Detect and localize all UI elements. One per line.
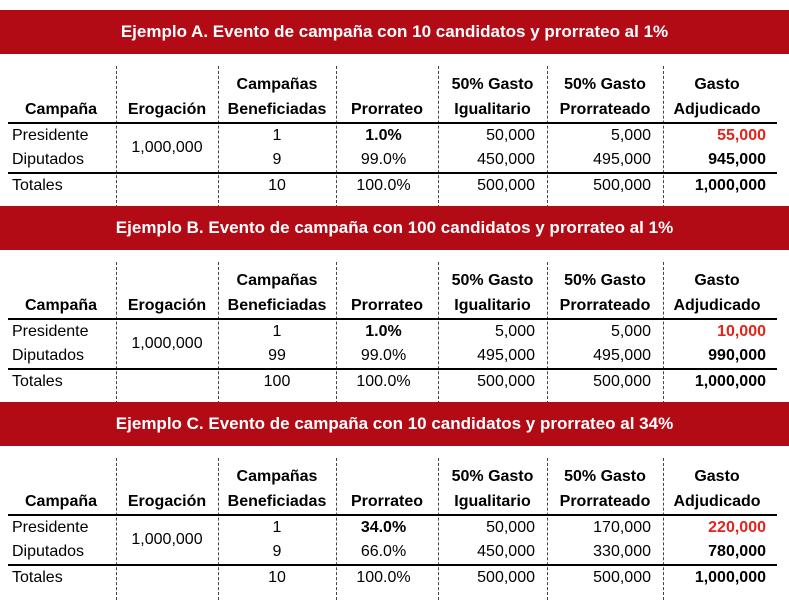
row-prorrateo: 99.0% xyxy=(360,151,407,168)
totals-adjudicado: 1,000,000 xyxy=(694,373,766,390)
row-prorrateo: 1.0% xyxy=(365,323,402,340)
header-prorrateado-2: Prorrateado xyxy=(559,101,651,118)
row-prorrateo: 34.0% xyxy=(360,519,407,536)
example-table xyxy=(0,262,789,404)
header-prorrateado-2: Prorrateado xyxy=(559,493,651,510)
row-prorrateo: 1.0% xyxy=(365,127,402,144)
header-campanas-2: Beneficiadas xyxy=(227,493,327,510)
row-beneficiadas: 9 xyxy=(272,543,282,560)
totals-rule xyxy=(8,368,777,370)
header-igualitario-1: 50% Gasto xyxy=(451,468,534,485)
row-campana: Presidente xyxy=(12,519,89,536)
header-igualitario-2: Igualitario xyxy=(454,101,531,118)
row-prorrateado: 5,000 xyxy=(610,323,651,340)
row-igualitario: 50,000 xyxy=(486,127,535,144)
header-erogacion: Erogación xyxy=(127,101,207,118)
example-title: Ejemplo B. Evento de campaña con 100 candidatos y prorrateo al 1% xyxy=(0,206,789,250)
header-prorrateado-1: 50% Gasto xyxy=(564,272,646,289)
row-adjudicado: 10,000 xyxy=(717,323,766,340)
example-title: Ejemplo C. Evento de campaña con 10 candidatos y prorrateo al 34% xyxy=(0,402,789,446)
row-adjudicado: 220,000 xyxy=(708,519,766,536)
erogacion-value: 1,000,000 xyxy=(131,335,203,352)
header-campana: Campaña xyxy=(24,101,98,118)
totals-label: Totales xyxy=(12,177,63,194)
totals-rule xyxy=(8,564,777,566)
row-beneficiadas: 1 xyxy=(272,323,282,340)
header-adjudicado-2: Adjudicado xyxy=(673,101,761,118)
header-igualitario-2: Igualitario xyxy=(454,493,531,510)
row-prorrateado: 495,000 xyxy=(593,151,651,168)
row-igualitario: 450,000 xyxy=(477,151,535,168)
totals-label: Totales xyxy=(12,373,63,390)
header-igualitario-1: 50% Gasto xyxy=(451,272,534,289)
row-campana: Diputados xyxy=(12,151,85,168)
row-prorrateado: 5,000 xyxy=(610,127,651,144)
row-prorrateo: 66.0% xyxy=(360,543,407,560)
example-table xyxy=(0,66,789,208)
totals-prorrateado: 500,000 xyxy=(593,373,651,390)
totals-beneficiadas: 100 xyxy=(263,373,291,390)
row-campana: Diputados xyxy=(12,347,85,364)
header-adjudicado-2: Adjudicado xyxy=(673,493,761,510)
totals-beneficiadas: 10 xyxy=(268,177,286,194)
header-rule xyxy=(8,318,777,320)
header-prorrateo: Prorrateo xyxy=(350,493,424,510)
row-igualitario: 5,000 xyxy=(494,323,535,340)
row-campana: Presidente xyxy=(12,323,89,340)
header-campana: Campaña xyxy=(24,493,98,510)
totals-adjudicado: 1,000,000 xyxy=(694,177,766,194)
totals-prorrateo: 100.0% xyxy=(356,569,411,586)
row-beneficiadas: 9 xyxy=(272,151,282,168)
header-campanas-1: Campañas xyxy=(236,272,318,289)
row-beneficiadas: 1 xyxy=(272,127,282,144)
header-campanas-2: Beneficiadas xyxy=(227,101,327,118)
header-erogacion: Erogación xyxy=(127,297,207,314)
header-adjudicado-1: Gasto xyxy=(694,272,740,289)
row-prorrateo: 99.0% xyxy=(360,347,407,364)
totals-igualitario: 500,000 xyxy=(477,569,535,586)
header-campanas-1: Campañas xyxy=(236,468,318,485)
row-igualitario: 450,000 xyxy=(477,543,535,560)
totals-prorrateo: 100.0% xyxy=(356,373,411,390)
row-adjudicado: 55,000 xyxy=(717,127,766,144)
row-igualitario: 495,000 xyxy=(477,347,535,364)
header-adjudicado-1: Gasto xyxy=(694,468,740,485)
row-prorrateado: 330,000 xyxy=(593,543,651,560)
header-rule xyxy=(8,514,777,516)
row-adjudicado: 780,000 xyxy=(708,543,766,560)
column-divider xyxy=(116,66,117,208)
header-prorrateo: Prorrateo xyxy=(350,101,424,118)
totals-prorrateado: 500,000 xyxy=(593,569,651,586)
totals-igualitario: 500,000 xyxy=(477,177,535,194)
header-igualitario-1: 50% Gasto xyxy=(451,76,534,93)
row-igualitario: 50,000 xyxy=(486,519,535,536)
column-divider xyxy=(116,262,117,404)
row-prorrateado: 170,000 xyxy=(593,519,651,536)
totals-prorrateado: 500,000 xyxy=(593,177,651,194)
header-adjudicado-1: Gasto xyxy=(694,76,740,93)
totals-igualitario: 500,000 xyxy=(477,373,535,390)
totals-prorrateo: 100.0% xyxy=(356,177,411,194)
column-divider xyxy=(116,458,117,600)
header-campanas-1: Campañas xyxy=(236,76,318,93)
header-prorrateo: Prorrateo xyxy=(350,297,424,314)
header-adjudicado-2: Adjudicado xyxy=(673,297,761,314)
header-prorrateado-1: 50% Gasto xyxy=(564,76,646,93)
totals-adjudicado: 1,000,000 xyxy=(694,569,766,586)
totals-label: Totales xyxy=(12,569,63,586)
header-rule xyxy=(8,122,777,124)
example-table xyxy=(0,458,789,600)
header-prorrateado-1: 50% Gasto xyxy=(564,468,646,485)
header-campana: Campaña xyxy=(24,297,98,314)
header-prorrateado-2: Prorrateado xyxy=(559,297,651,314)
row-campana: Diputados xyxy=(12,543,85,560)
header-erogacion: Erogación xyxy=(127,493,207,510)
header-igualitario-2: Igualitario xyxy=(454,297,531,314)
header-campanas-2: Beneficiadas xyxy=(227,297,327,314)
erogacion-value: 1,000,000 xyxy=(131,139,203,156)
row-beneficiadas: 99 xyxy=(268,347,286,364)
totals-beneficiadas: 10 xyxy=(268,569,286,586)
row-adjudicado: 945,000 xyxy=(708,151,766,168)
erogacion-value: 1,000,000 xyxy=(131,531,203,548)
row-prorrateado: 495,000 xyxy=(593,347,651,364)
row-beneficiadas: 1 xyxy=(272,519,282,536)
row-adjudicado: 990,000 xyxy=(708,347,766,364)
row-campana: Presidente xyxy=(12,127,89,144)
example-title: Ejemplo A. Evento de campaña con 10 candidatos y prorrateo al 1% xyxy=(0,10,789,54)
totals-rule xyxy=(8,172,777,174)
